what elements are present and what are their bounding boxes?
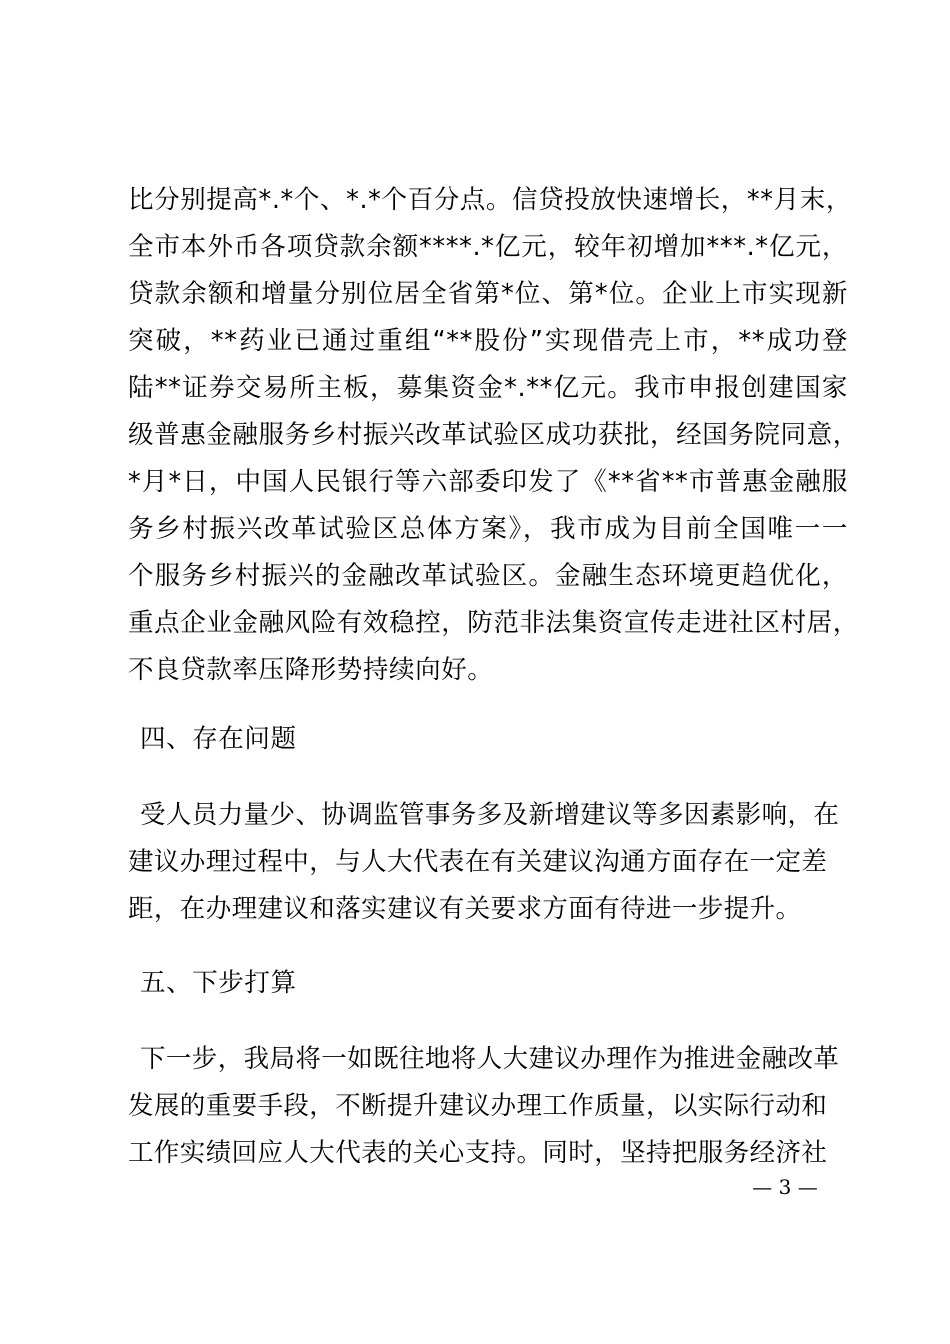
page-number: — 3 — [752, 1175, 818, 1199]
text-line: 全市本外币各项贷款余额****.*亿元，较年初增加***.*亿元， [128, 232, 848, 262]
text-line: 比分别提高*.*个、*.*个百分点。信贷投放快速增长，**月末， [128, 185, 852, 215]
heading-text: 四、存在问题 [140, 724, 297, 754]
text-line: 贷款余额和增量分别位居全省第*位、第*位。企业上市实现新 [128, 279, 848, 309]
text-line: 建议办理过程中，与人大代表在有关建议沟通方面存在一定差 [128, 847, 828, 877]
text-line: 重点企业金融风险有效稳控，防范非法集资宣传走进社区村居， [128, 608, 859, 638]
text-line: 级普惠金融服务乡村振兴改革试验区成功获批，经国务院同意， [128, 420, 859, 450]
section-heading-problems [140, 716, 860, 763]
text-line: 工作实绩回应人大代表的关心支持。同时，坚持把服务经济社 [128, 1138, 828, 1168]
text-line: 受人员力量少、协调监管事务多及新增建议等多因素影响，在 [140, 800, 840, 830]
text-line: *月*日，中国人民银行等六部委印发了《**省**市普惠金融服 [128, 467, 848, 497]
paragraph-problems [128, 792, 848, 933]
text-line: 距，在办理建议和落实建议有关要求方面有待进一步提升。 [128, 894, 802, 924]
text-line: 务乡村振兴改革试验区总体方案》，我市成为目前全国唯一一 [128, 514, 848, 544]
section-heading-next-steps [140, 960, 860, 1007]
text-line: 发展的重要手段，不断提升建议办理工作质量，以实际行动和 [128, 1091, 828, 1121]
text-line: 突破，**药业已通过重组“**股份”实现借壳上市，**成功登 [128, 326, 848, 356]
text-line: 个服务乡村振兴的金融改革试验区。金融生态环境更趋优化， [128, 561, 848, 591]
heading-text: 五、下步打算 [140, 968, 297, 998]
text-line: 不良贷款率压降形势持续向好。 [128, 655, 494, 685]
text-line: 下一步，我局将一如既往地将人大建议办理作为推进金融改革 [140, 1044, 840, 1074]
paragraph-next-steps [128, 1036, 848, 1177]
paragraph-financial-progress [128, 177, 859, 694]
text-line: 陆**证券交易所主板，募集资金*.**亿元。我市申报创建国家 [128, 373, 848, 403]
